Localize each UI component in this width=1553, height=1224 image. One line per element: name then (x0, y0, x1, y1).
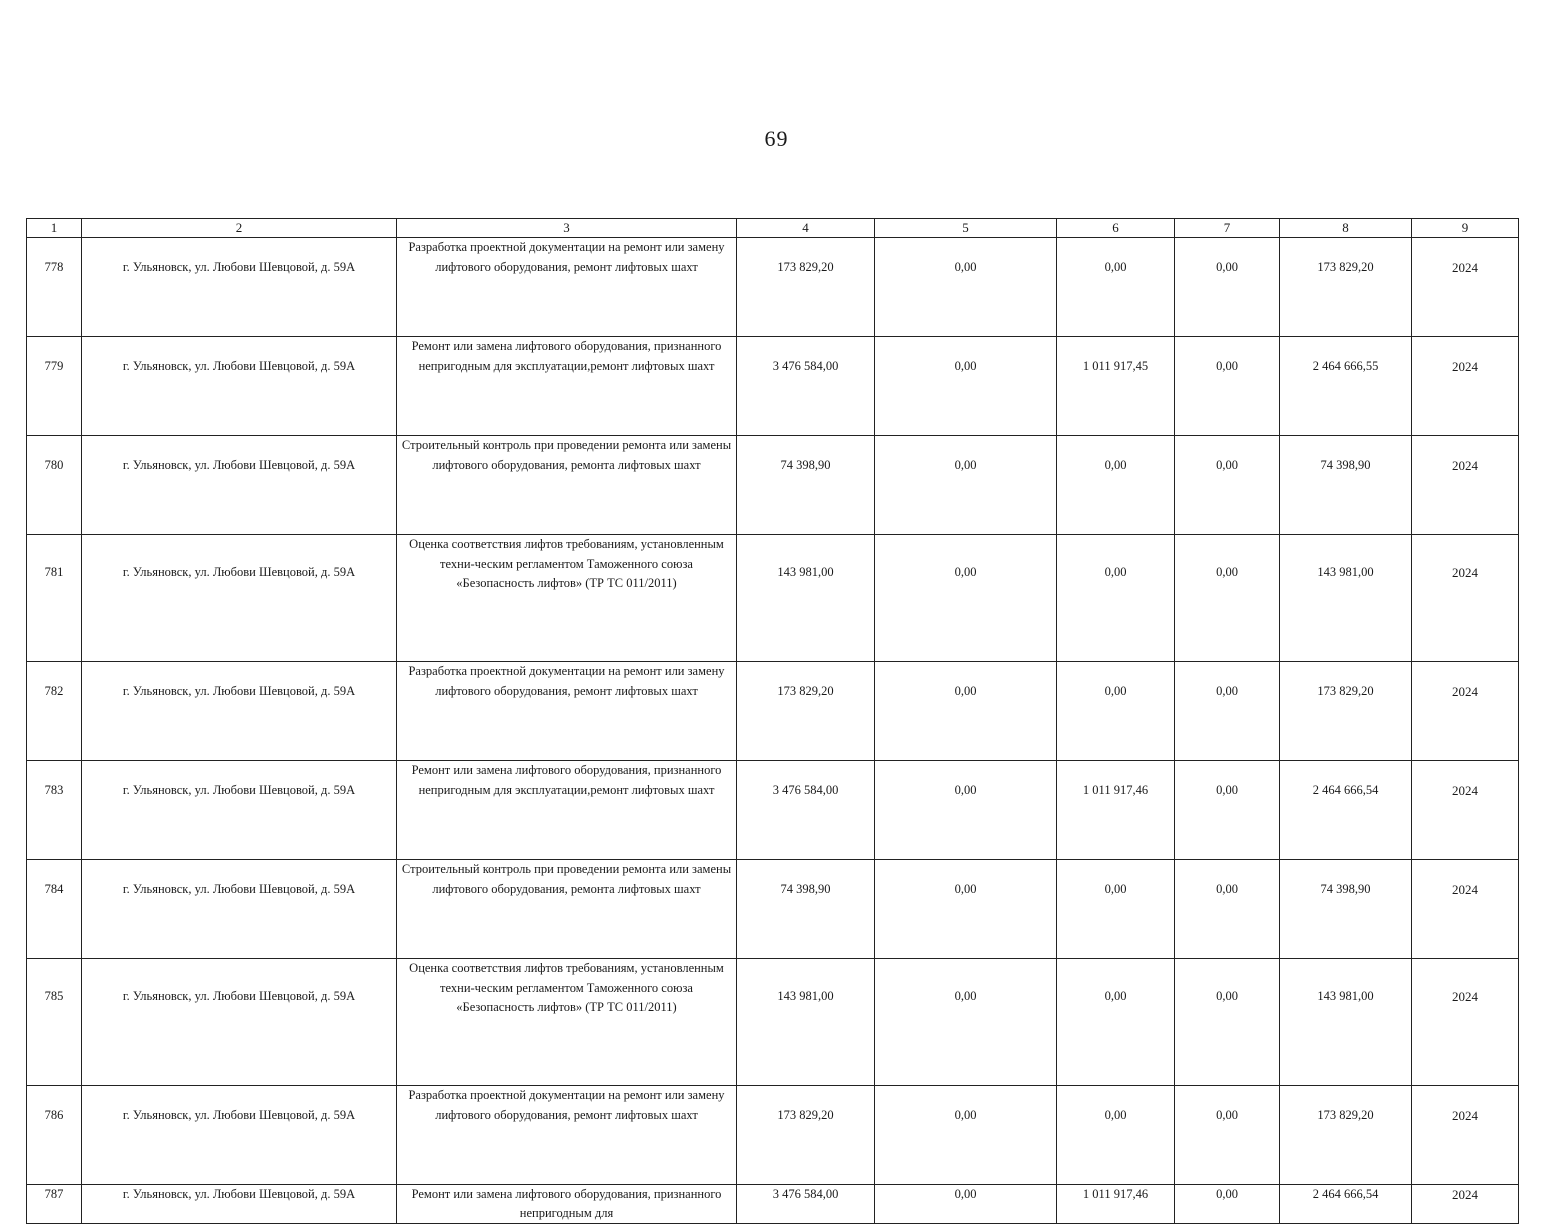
row-year: 2024 (1412, 535, 1519, 662)
row-description: Строительный контроль при проведении ремонта или замены лифтового оборудования, ремонта лифтовых шахт (397, 436, 737, 535)
table-row (27, 959, 1519, 1086)
page-number: 69 (764, 126, 789, 151)
row-col8-value: 74 398,90 (1280, 436, 1412, 535)
row-total-cost: 173 829,20 (737, 1086, 875, 1185)
row-col5-value: 0,00 (875, 662, 1057, 761)
row-col7-value: 0,00 (1175, 1086, 1280, 1185)
row-description: Строительный контроль при проведении ремонта или замены лифтового оборудования, ремонта лифтовых шахт (397, 860, 737, 959)
row-year: 2024 (1412, 662, 1519, 761)
table-row (27, 535, 1519, 662)
row-description: Ремонт или замена лифтового оборудования, признанного непригодным для эксплуатации,ремонт лифтовых шахт (397, 337, 737, 436)
table-row (27, 1086, 1519, 1185)
row-col7-value: 0,00 (1175, 662, 1280, 761)
header-cell-6: 6 (1057, 219, 1175, 238)
capital-repair-table (26, 218, 1519, 1224)
row-address: г. Ульяновск, ул. Любови Шевцовой, д. 59А (82, 238, 397, 337)
row-description: Ремонт или замена лифтового оборудования, признанного непригодным для эксплуатации,ремонт лифтовых шахт (397, 761, 737, 860)
row-total-cost: 173 829,20 (737, 662, 875, 761)
row-col8-value: 143 981,00 (1280, 959, 1412, 1086)
header-cell-5: 5 (875, 219, 1057, 238)
header-cell-8: 8 (1280, 219, 1412, 238)
row-col8-value: 143 981,00 (1280, 535, 1412, 662)
header-row (27, 219, 1519, 238)
row-col8-value: 2 464 666,55 (1280, 337, 1412, 436)
row-year: 2024 (1412, 761, 1519, 860)
row-year: 2024 (1412, 337, 1519, 436)
row-col5-value: 0,00 (875, 1185, 1057, 1224)
row-year: 2024 (1412, 860, 1519, 959)
row-description: Разработка проектной документации на ремонт или замену лифтового оборудования, ремонт лифтовых шахт (397, 238, 737, 337)
header-cell-1: 1 (27, 219, 82, 238)
row-col6-value: 0,00 (1057, 662, 1175, 761)
table-row (27, 1185, 1519, 1224)
row-description: Разработка проектной документации на ремонт или замену лифтового оборудования, ремонт лифтовых шахт (397, 662, 737, 761)
row-address: г. Ульяновск, ул. Любови Шевцовой, д. 59А (82, 662, 397, 761)
row-total-cost: 3 476 584,00 (737, 337, 875, 436)
row-year: 2024 (1412, 959, 1519, 1086)
row-col5-value: 0,00 (875, 959, 1057, 1086)
row-total-cost: 3 476 584,00 (737, 1185, 875, 1224)
row-col6-value: 0,00 (1057, 860, 1175, 959)
row-col8-value: 2 464 666,54 (1280, 1185, 1412, 1224)
row-description: Разработка проектной документации на ремонт или замену лифтового оборудования, ремонт лифтовых шахт (397, 1086, 737, 1185)
row-number: 778 (27, 238, 82, 337)
row-address: г. Ульяновск, ул. Любови Шевцовой, д. 59А (82, 1185, 397, 1224)
row-col8-value: 173 829,20 (1280, 662, 1412, 761)
row-year: 2024 (1412, 1185, 1519, 1224)
header-cell-3: 3 (397, 219, 737, 238)
row-col8-value: 74 398,90 (1280, 860, 1412, 959)
row-year: 2024 (1412, 436, 1519, 535)
row-col8-value: 2 464 666,54 (1280, 761, 1412, 860)
row-col6-value: 0,00 (1057, 959, 1175, 1086)
row-col5-value: 0,00 (875, 238, 1057, 337)
row-description: Ремонт или замена лифтового оборудования, признанного непригодным для (397, 1185, 737, 1224)
header-cell-2: 2 (82, 219, 397, 238)
row-total-cost: 3 476 584,00 (737, 761, 875, 860)
row-description: Оценка соответствия лифтов требованиям, установленным техни-ческим регламентом Таможенного союза «Безопасность лифтов» (ТР ТС 011/2011) (397, 959, 737, 1086)
header-cell-9: 9 (1412, 219, 1519, 238)
row-number: 779 (27, 337, 82, 436)
row-col5-value: 0,00 (875, 436, 1057, 535)
row-col6-value: 1 011 917,46 (1057, 1185, 1175, 1224)
row-number: 787 (27, 1185, 82, 1224)
row-total-cost: 173 829,20 (737, 238, 875, 337)
row-year: 2024 (1412, 238, 1519, 337)
row-total-cost: 74 398,90 (737, 860, 875, 959)
row-col8-value: 173 829,20 (1280, 1086, 1412, 1185)
header-cell-7: 7 (1175, 219, 1280, 238)
row-address: г. Ульяновск, ул. Любови Шевцовой, д. 59А (82, 860, 397, 959)
row-number: 786 (27, 1086, 82, 1185)
row-col7-value: 0,00 (1175, 238, 1280, 337)
row-col7-value: 0,00 (1175, 1185, 1280, 1224)
row-description: Оценка соответствия лифтов требованиям, установленным техни-ческим регламентом Таможенного союза «Безопасность лифтов» (ТР ТС 011/2011) (397, 535, 737, 662)
row-address: г. Ульяновск, ул. Любови Шевцовой, д. 59А (82, 959, 397, 1086)
row-col7-value: 0,00 (1175, 535, 1280, 662)
row-address: г. Ульяновск, ул. Любови Шевцовой, д. 59А (82, 761, 397, 860)
row-col6-value: 1 011 917,46 (1057, 761, 1175, 860)
row-col6-value: 0,00 (1057, 238, 1175, 337)
row-number: 783 (27, 761, 82, 860)
row-col6-value: 0,00 (1057, 535, 1175, 662)
row-address: г. Ульяновск, ул. Любови Шевцовой, д. 59А (82, 1086, 397, 1185)
row-col6-value: 0,00 (1057, 436, 1175, 535)
row-year: 2024 (1412, 1086, 1519, 1185)
table-row (27, 860, 1519, 959)
row-address: г. Ульяновск, ул. Любови Шевцовой, д. 59А (82, 436, 397, 535)
table-row (27, 238, 1519, 337)
table-row (27, 337, 1519, 436)
row-col6-value: 1 011 917,45 (1057, 337, 1175, 436)
row-col5-value: 0,00 (875, 860, 1057, 959)
header-cell-4: 4 (737, 219, 875, 238)
row-col7-value: 0,00 (1175, 337, 1280, 436)
table-row (27, 761, 1519, 860)
row-address: г. Ульяновск, ул. Любови Шевцовой, д. 59А (82, 337, 397, 436)
row-col5-value: 0,00 (875, 761, 1057, 860)
row-col6-value: 0,00 (1057, 1086, 1175, 1185)
row-col7-value: 0,00 (1175, 436, 1280, 535)
table-row (27, 662, 1519, 761)
row-col5-value: 0,00 (875, 337, 1057, 436)
row-total-cost: 143 981,00 (737, 959, 875, 1086)
row-col5-value: 0,00 (875, 1086, 1057, 1185)
row-number: 784 (27, 860, 82, 959)
row-total-cost: 74 398,90 (737, 436, 875, 535)
row-number: 785 (27, 959, 82, 1086)
row-col7-value: 0,00 (1175, 959, 1280, 1086)
row-col7-value: 0,00 (1175, 860, 1280, 959)
table-row (27, 436, 1519, 535)
row-number: 782 (27, 662, 82, 761)
row-total-cost: 143 981,00 (737, 535, 875, 662)
row-col7-value: 0,00 (1175, 761, 1280, 860)
row-number: 780 (27, 436, 82, 535)
row-address: г. Ульяновск, ул. Любови Шевцовой, д. 59А (82, 535, 397, 662)
row-col5-value: 0,00 (875, 535, 1057, 662)
row-number: 781 (27, 535, 82, 662)
row-col8-value: 173 829,20 (1280, 238, 1412, 337)
